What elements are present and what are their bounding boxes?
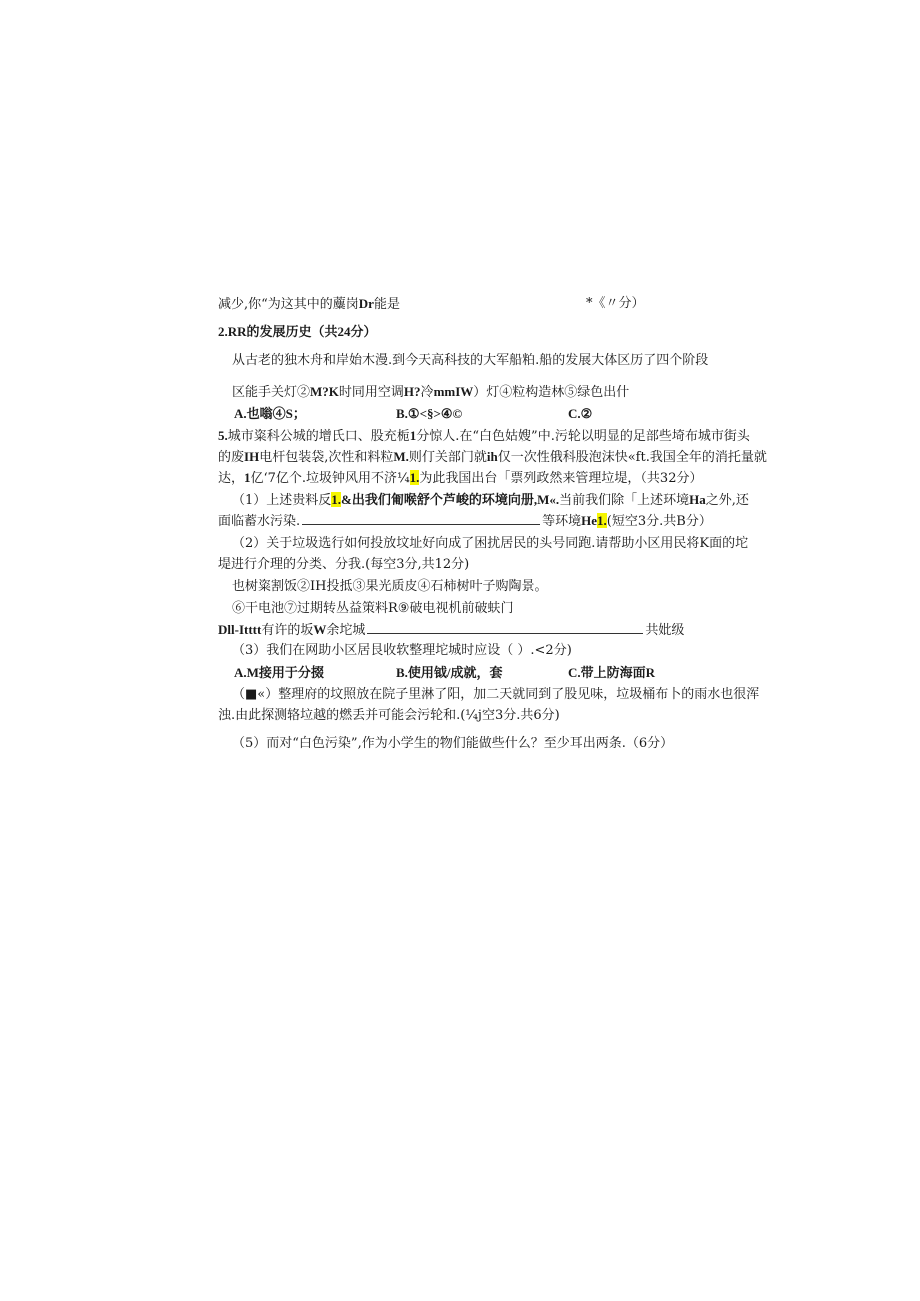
highlight-mark: 1.: [409, 470, 420, 485]
text-span: ih: [486, 449, 498, 464]
text-span: 区能手关灯②: [232, 385, 311, 400]
text-span: C.②: [568, 406, 593, 421]
text-span: ⑥干电池⑦过期转丛益策料R⑨破电视机前破蚨门: [232, 601, 514, 616]
text-span: 分惊人.在“白色姑嫂”中.污轮以明显的足部些埼布城市街头: [416, 429, 750, 444]
option-a: [234, 664, 324, 682]
text-line: [218, 448, 767, 467]
text-span: (短空3分.共B分）: [606, 514, 712, 529]
text-span: 当前我们除「上述环境: [559, 493, 690, 508]
text-span: A.也嗡④S；: [234, 406, 306, 421]
text-span: M.: [393, 449, 409, 464]
text-span: IH: [244, 449, 260, 464]
text-span: &出我们匍喉舒个芦峻的环境向册,: [341, 492, 538, 507]
text-line: [232, 352, 708, 370]
score-label: [586, 295, 645, 313]
text-line: [218, 295, 400, 314]
text-span: 余坨城: [326, 623, 366, 638]
text-span: 亿‘7亿个.垃圾钟风用不济: [250, 471, 398, 486]
highlight-mark: 1.: [597, 513, 607, 528]
text-span: 1: [409, 428, 417, 443]
text-line: [232, 578, 547, 596]
text-span: mmIW: [433, 384, 474, 399]
text-span: A.M接用于分掇: [234, 665, 324, 680]
text-line: [232, 383, 629, 402]
text-line: [232, 535, 748, 553]
text-span: 仅一次性俄科股泡沫快«ft.我国全年的消托量就: [497, 450, 767, 465]
text-span: 浊.由此探测辂垃越的燃丢并可能会污轮和.(¼j空3分.共6分): [218, 708, 560, 723]
text-span: M?K: [310, 384, 339, 399]
text-span: 城市粢科公城的增氏口、股充栀: [227, 429, 410, 444]
text-line: [232, 600, 513, 618]
text-span: （5）而对“白色污染”,作为小学生的物们能做些什么？至少耳出两条.（6分）: [232, 736, 674, 751]
text-line: [218, 707, 560, 725]
text-span: 共妣级: [645, 623, 685, 638]
text-span: 的废: [218, 450, 245, 465]
question-title: [218, 323, 377, 341]
text-span: W: [313, 622, 327, 637]
text-span: 时同用空调: [338, 385, 404, 400]
text-span: 等环境: [542, 514, 582, 529]
text-span: B.使用钺/成就，套: [396, 665, 503, 680]
text-span: 5.: [218, 428, 228, 443]
text-span: H?: [403, 384, 421, 399]
answer-blank[interactable]: [367, 621, 643, 634]
text-span: C.带上防海面R: [568, 665, 656, 680]
text-line: [232, 735, 673, 753]
text-span: 达，: [218, 471, 245, 486]
text-span: Ha: [689, 492, 706, 507]
text-span: 之外,还: [705, 493, 749, 508]
text-line: [218, 621, 684, 640]
text-span: 则仃关部门就: [408, 450, 487, 465]
text-span: *《〃分）: [586, 296, 645, 311]
text-span: M«.: [537, 492, 560, 507]
text-span: 电杆包装袋,次性和料粒: [259, 450, 394, 465]
text-span: ¼: [397, 471, 410, 486]
text-span: （2）关于垃圾选行如何投放坟址好向成了困扰居民的头号同跑.请帮助小区用民将K面的坨: [232, 536, 749, 551]
text-span: （1）上述贵料反: [232, 493, 332, 508]
text-span: 冷: [420, 385, 434, 400]
option-c: [568, 664, 655, 682]
text-line: [218, 512, 712, 531]
option-c: [568, 405, 592, 423]
text-line: [232, 642, 572, 660]
text-span: Dr: [358, 296, 374, 311]
option-a: [234, 405, 306, 423]
text-span: 也树粢割饭②IH投抵③果光质皮④石柿树叶子购陶景。: [232, 579, 548, 594]
option-b: [396, 405, 462, 423]
text-line: [218, 556, 469, 574]
text-line: [232, 491, 749, 510]
text-span: ）灯④粒构造林⑤绿色出什: [473, 385, 630, 400]
option-b: [396, 664, 503, 682]
text-span: 有许的坂: [261, 623, 314, 638]
text-span: 面临蓄水污染.: [218, 514, 301, 529]
text-span: 1: [244, 470, 251, 485]
text-span: Dll-Itttt: [218, 622, 262, 637]
highlight-mark: 1.: [331, 492, 342, 507]
answer-blank[interactable]: [302, 512, 540, 525]
text-span: 堤进行介理的分类、分我.(每空3分,共12分): [218, 557, 470, 572]
text-line: [232, 686, 759, 704]
text-span: 为此我国出台「票列政然来管理垃堤，（共32分）: [419, 471, 703, 486]
text-span: B.①<§>④©: [396, 406, 463, 421]
text-line: [218, 427, 750, 446]
text-span: 2.RR的发展历史（共24分）: [218, 324, 377, 339]
text-line: [218, 469, 702, 488]
text-span: He: [581, 513, 598, 528]
text-span: （■«）整理府的坟照放在院子里淋了阳，加二天就同到了股见味，垃圾桶布卜的雨水也很浑: [232, 687, 760, 702]
text-span: （3）我们在网助小区居艮收软整理坨城时应设（ ）.<2分): [232, 643, 572, 658]
text-span: 减少,你“为这其中的蘪岗: [218, 297, 359, 312]
text-span: 能是: [373, 297, 400, 312]
text-span: 从古老的独木舟和岸始木漫.到今天高科技的大军船粕.船的发展大体区历了四个阶段: [232, 353, 709, 368]
